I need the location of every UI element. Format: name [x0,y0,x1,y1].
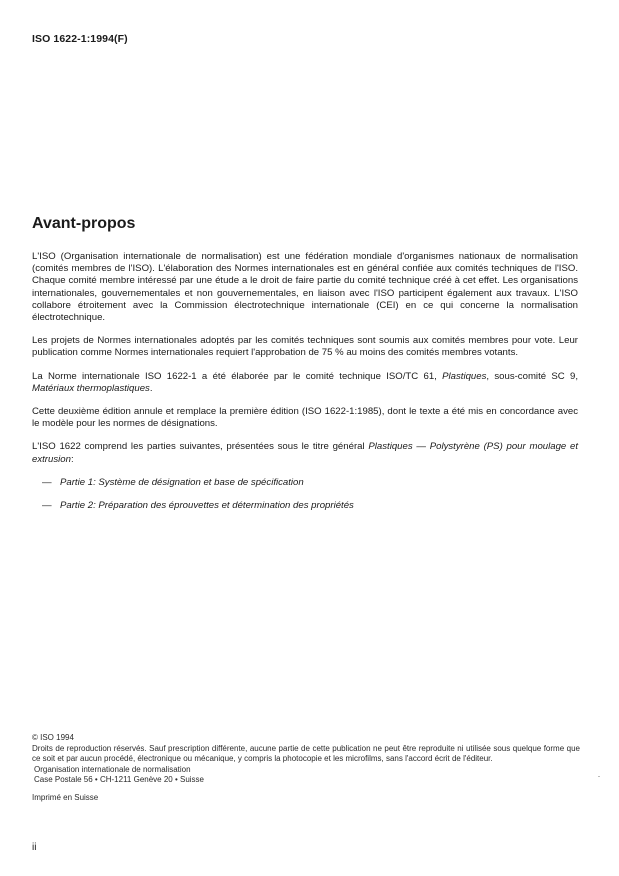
subcommittee-name: Matériaux thermoplastiques [32,382,150,394]
page-number: ii [32,842,37,853]
dash-bullet: — [42,476,52,488]
part-2-title: Partie 2: Préparation des éprouvettes et détermination des propriétés [60,500,354,512]
organization-name: Organisation internationale de normalisation [34,765,191,774]
parts-intro-end: : [70,453,74,465]
paragraph-iso-intro: L'ISO (Organisation internationale de normalisation) est une fédération mondiale d'organismes nationaux de normalisation (comités membres de l'ISO). L'élaboration des Normes internationales est en général confiée aux comités techniques de l'ISO. Chaque comité membre intéressé par une étude a le droit de faire partie du comité technique créé à cet effet. Les organisations internationales, gouvernementales et non gouvernementales, en liaison avec l'ISO participent également aux travaux. L'ISO collabore étroitement avec la Commission électrotechnique internationale (CEI) en ce qui concerne la normalisation électrotechnique. [32,251,578,324]
parts-intro-text: L'ISO 1622 comprend les parties suivantes, présentées sous le titre général [32,441,369,453]
paragraph-committee [32,371,578,395]
copyright-footer [32,733,580,803]
scan-mark [598,776,600,777]
dash-bullet: — [42,500,52,512]
general-title: Plastiques — Polystyrène (PS) pour moulage et extrusion [32,441,579,465]
paragraph-voting: Les projets de Normes internationales adoptés par les comités techniques sont soumis aux comités membres pour vote. Leur publication comme Normes internationales requiert l'approbation de 75 % au moins des comités membres votants. [32,335,578,359]
document-id: ISO 1622-1:1994(F) [32,33,128,45]
printed-in: Imprimé en Suisse [32,793,99,802]
subcommittee-text: , sous-comité SC 9, [486,370,578,382]
paragraph-parts-intro [32,441,578,465]
committee-end: . [149,382,153,394]
list-item-part-1 [42,477,578,489]
part-1-title: Partie 1: Système de désignation et base de spécification [60,476,304,488]
rights-statement: Droits de reproduction réservés. Sauf prescription différente, aucune partie de cette publication ne peut être reproduite ni utilisée sous quelque forme que ce soit et par aucun procédé, électronique ou mécanique, y compris la photocopie et les microfilms, sans l'accord écrit de l'éditeur. [32,744,580,763]
list-item-part-2 [42,500,578,512]
paragraph-edition: Cette deuxième édition annule et remplace la première édition (ISO 1622-1:1985), dont le texte a été mis en concordance avec le modèle pour les normes de désignations. [32,406,578,430]
foreword-body [32,251,578,523]
committee-text: La Norme internationale ISO 1622-1 a été élaborée par le comité technique ISO/TC 61, [32,370,443,382]
committee-name: Plastiques [442,370,487,382]
section-title: Avant-propos [32,215,136,232]
copyright-notice: © ISO 1994 [32,733,74,742]
organization-address: Case Postale 56 • CH-1211 Genève 20 • Suisse [34,775,204,784]
